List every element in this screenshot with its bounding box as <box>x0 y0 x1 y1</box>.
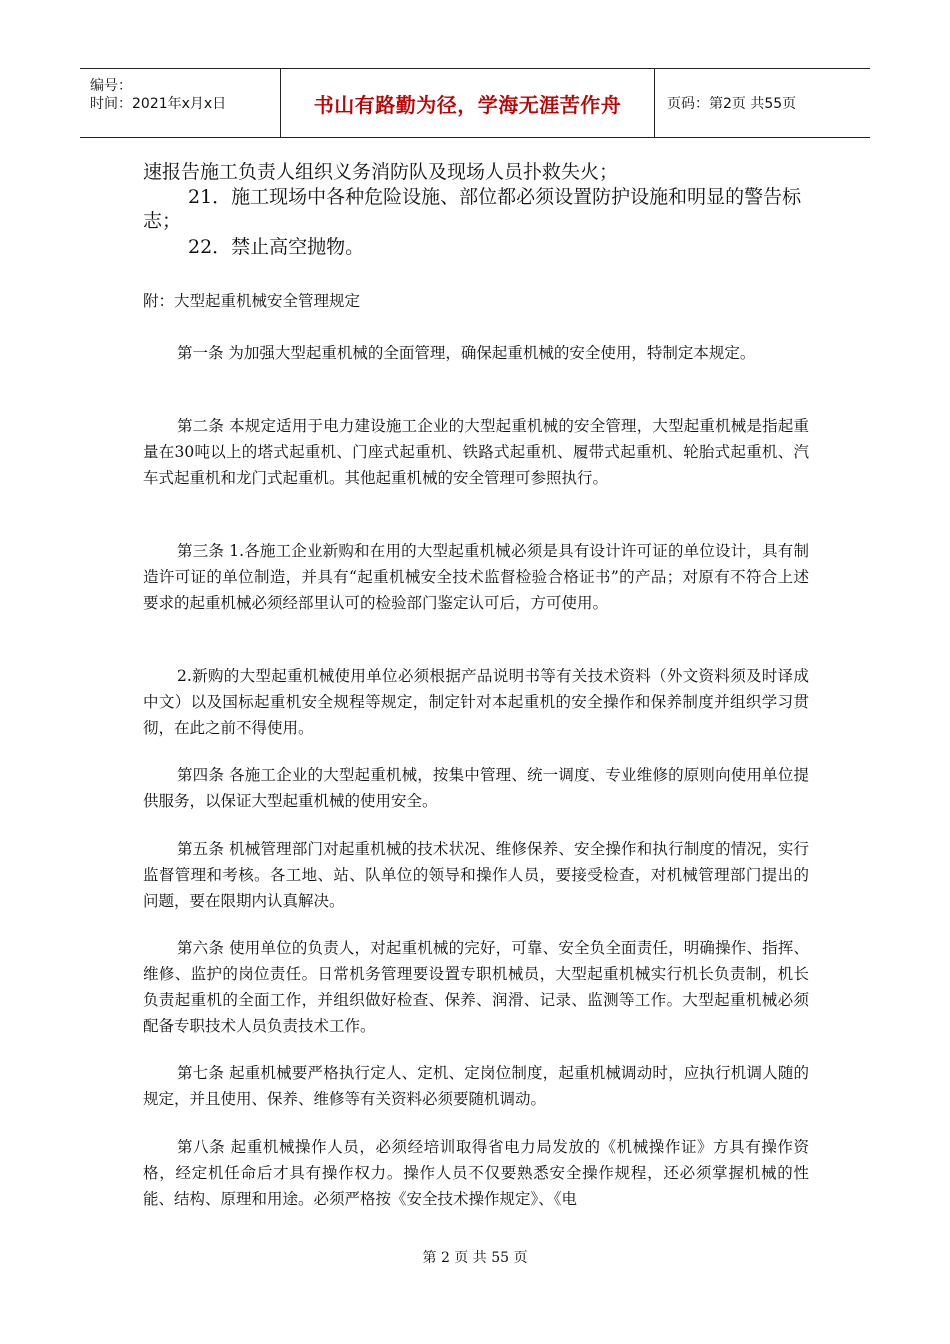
serial-number-label: 编号： <box>90 78 132 94</box>
article-3-item-2: 2.新购的大型起重机械使用单位必须根据产品说明书等有关技术资料（外文资料须及时译成中文）以及国标起重机安全规程等规定，制定针对本起重机的安全操作和保养制度并组织学习贯彻，在此之前不得使用。 <box>143 667 809 737</box>
date-label: 时间：2021年x月x日 <box>90 96 227 112</box>
header-page-info: 页码：第2页 共55页 <box>667 96 797 112</box>
article-1: 第一条 为加强大型起重机械的全面管理，确保起重机械的安全使用，特制定本规定。 <box>177 344 756 362</box>
article-4: 第四条 各施工企业的大型起重机械，按集中管理、统一调度、专业维修的原则向使用单位提供服务，以保证大型起重机械的使用安全。 <box>143 766 809 810</box>
header-meta-cell <box>80 69 281 137</box>
article-8: 第八条 起重机械操作人员，必须经培训取得省电力局发放的《机械操作证》方具有操作资格，经定机任命后才具有操作权力。操作人员不仅要熟悉安全操作规程，还必须掌握机械的性能、结构、原理和用途。必须严格按《安全技术操作规定》、《电 <box>143 1138 809 1208</box>
article-7: 第七条 起重机械要严格执行定人、定机、定岗位制度，起重机械调动时，应执行机调人随的规定，并且使用、保养、维修等有关资料必须要随机调动。 <box>143 1064 809 1108</box>
rule-item-22: 22．禁止高空抛物。 <box>188 236 365 258</box>
article-6: 第六条 使用单位的负责人，对起重机械的完好，可靠、安全负全面责任，明确操作、指挥、维修、监护的岗位责任。日常机务管理要设置专职机械员，大型起重机械实行机长负责制，机长负责起重机的全面工作，并组织做好检查、保养、润滑、记录、监测等工作。大型起重机械必须配备专职技术人员负责技术工作。 <box>143 939 809 1035</box>
article-3: 第三条 1.各施工企业新购和在用的大型起重机械必须是具有设计许可证的单位设计，具有制造许可证的单位制造，并具有“起重机械安全技术监督检验合格证书”的产品；对原有不符合上述要求的起重机械必须经部里认可的检验部门鉴定认可后，方可使用。 <box>143 542 809 612</box>
body-line-continuation: 速报告施工负责人组织义务消防队及现场人员扑救失火； <box>143 161 619 183</box>
page-header-table <box>80 68 870 138</box>
article-2: 第二条 本规定适用于电力建设施工企业的大型起重机械的安全管理，大型起重机械是指起重量在30吨以上的塔式起重机、门座式起重机、铁路式起重机、履带式起重机、轮胎式起重机、汽车式起重机和龙门式起重机。其他起重机械的安全管理可参照执行。 <box>143 417 809 487</box>
header-motto: 书山有路勤为径，学海无涯苦作舟 <box>281 69 655 137</box>
article-5: 第五条 机械管理部门对起重机械的技术状况、维修保养、安全操作和执行制度的情况，实行监督管理和考核。各工地、站、队单位的领导和操作人员，要接受检查，对机械管理部门提出的问题，要在限期内认真解决。 <box>143 840 809 910</box>
rule-item-21: 21．施工现场中各种危险设施、部位都必须设置防护设施和明显的警告标志； <box>143 186 802 232</box>
page-footer: 第 2 页 共 55 页 <box>422 1250 528 1266</box>
appendix-title: 附：大型起重机械安全管理规定 <box>143 292 361 310</box>
